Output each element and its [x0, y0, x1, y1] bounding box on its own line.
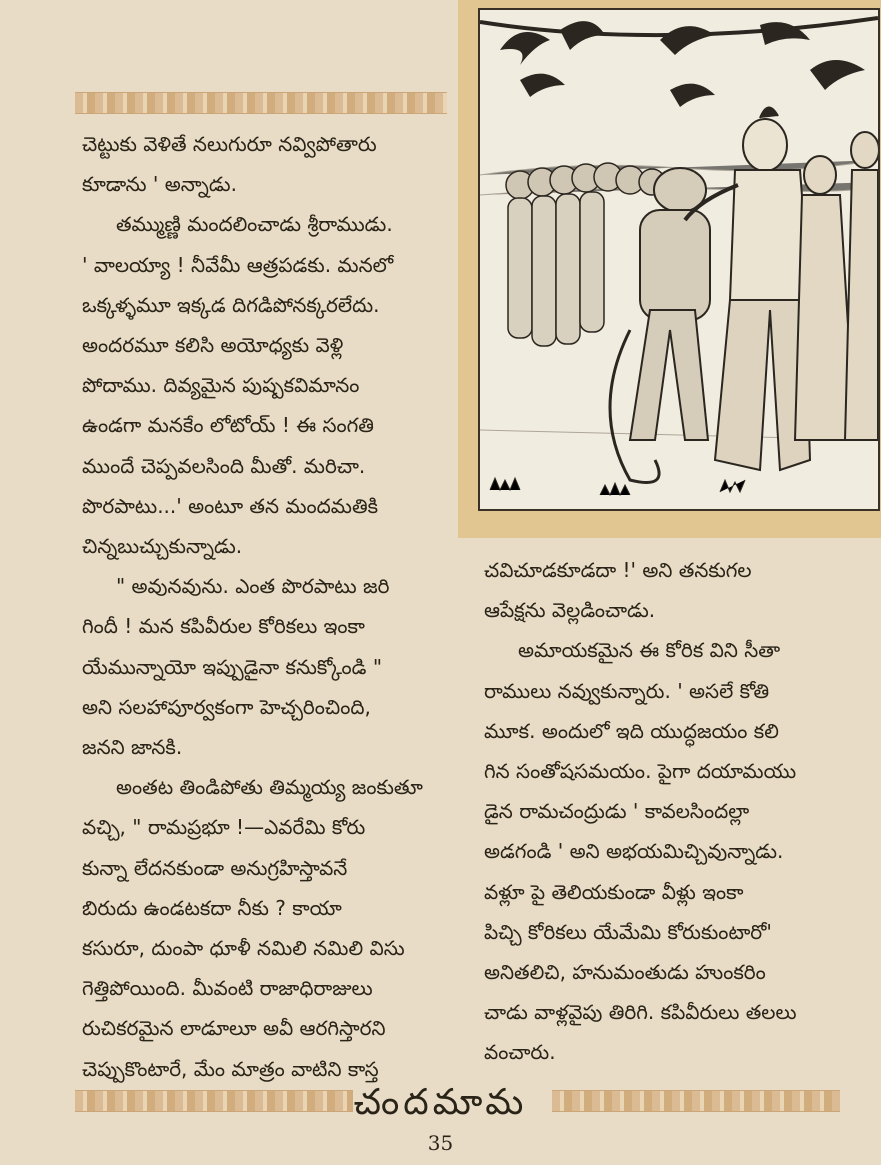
text-line: పోదాము. దివ్యమైన పుష్పకవిమానం	[82, 373, 360, 398]
text-line: పొరపాటు...' అంటూ తన మందమతికి	[82, 493, 379, 518]
text-line: అనితలిచి, హనుమంతుడు హుంకరిం	[484, 960, 766, 985]
text-line: అంతట తిండిపోతు తిమ్మయ్య జంకుతూ	[116, 775, 423, 800]
text-line: అమాయకమైన ఈ కోరిక విని సీతా	[518, 638, 781, 663]
text-line: చెప్పుకొంటారే, మేం మాత్రం వాటిని కాస్త	[82, 1056, 379, 1081]
text-line: చెట్టుకు వెళితే నలుగురూ నవ్విపోతారు	[82, 132, 377, 156]
decorative-border-top	[75, 92, 447, 114]
left-text-column	[82, 124, 457, 1089]
text-line: తమ్ముణ్ణి మందలించాడు శ్రీరాముడు.	[116, 212, 393, 237]
text-line: అని సలహాపూర్వకంగా హెచ్చరించింది,	[82, 694, 371, 719]
text-line: బిరుదు ఉండటకదా నీకు ? కాయా	[82, 895, 342, 920]
text-line: ఉండగా మనకేం లోటోయ్ ! ఈ సంగతి	[82, 413, 374, 438]
text-line: వళ్లూ పై తెలియకుండా వీళ్లు ఇంకా	[484, 879, 744, 904]
text-line: మూక. అందులో ఇది యుద్ధజయం కలి	[484, 718, 779, 743]
text-line: కసురూ, దుంపా ధూళీ నమిలి నమిలి విసు	[82, 936, 405, 961]
text-line: చాడు వాళ్లవైపు తిరిగి. కపివీరులు తలలు	[484, 1000, 797, 1025]
text-line: అందరమూ కలిసి అయోధ్యకు వెళ్లి	[82, 333, 344, 358]
text-line: పిచ్చి కోరికలు యేమేమి కోరుకుంటారో'	[484, 919, 772, 944]
magazine-title: చందమామ	[353, 1082, 528, 1123]
text-line: కూడాను ' అన్నాడు.	[82, 172, 237, 197]
right-text-column	[484, 550, 869, 1073]
text-line: డైన రామచంద్రుడు ' కావలసిందల్లా	[484, 799, 750, 824]
text-line: " అవునవును. ఎంత పొరపాటు జరి	[116, 574, 390, 599]
text-line: జనని జానకి.	[82, 735, 183, 760]
text-line: చవిచూడకూడదా !' అని తనకుగల	[484, 558, 752, 582]
text-line: యేమున్నాయో ఇప్పుడైనా కనుక్కోండి "	[82, 654, 383, 679]
text-line: రాములు నవ్వుకున్నారు. ' అసలే కోతి	[484, 678, 770, 703]
text-line: గిన సంతోషసమయం. పైగా దయామయు	[484, 759, 797, 784]
text-line: ముందే చెప్పవలసింది మీతో. మరిచా.	[82, 453, 366, 478]
page-number: 35	[427, 1131, 454, 1155]
text-line: ఒక్కళ్ళమూ ఇక్కడ దిగడిపోనక్కరలేదు.	[82, 292, 380, 317]
text-line: వచ్చి, " రామప్రభూ !—ఎవరేమి కోరు	[82, 815, 366, 840]
text-line: ' వాలయ్యా ! నీవేమీ ఆత్రపడకు. మనలో	[82, 252, 394, 277]
text-line: గిందీ ! మన కపివీరుల కోరికలు ఇంకా	[82, 614, 365, 639]
illustration	[478, 8, 880, 511]
text-line: వంచారు.	[484, 1040, 556, 1065]
text-line: ఆపేక్షను వెల్లడించాడు.	[484, 598, 656, 623]
rama-hanuman-monkeys-illustration	[480, 10, 878, 509]
text-line: రుచికరమైన లాడూలూ అవీ ఆరగిస్తారని	[82, 1016, 386, 1041]
text-line: అడగండి ' అని అభయమిచ్చివున్నాడు.	[484, 839, 784, 864]
text-line: చిన్నబుచ్చుకున్నాడు.	[82, 534, 243, 559]
text-line: గెత్తిపోయింది. మీవంటి రాజాధిరాజులు	[82, 976, 373, 1001]
text-line: కున్నా లేదనకుండా అనుగ్రహిస్తావనే	[82, 855, 348, 880]
